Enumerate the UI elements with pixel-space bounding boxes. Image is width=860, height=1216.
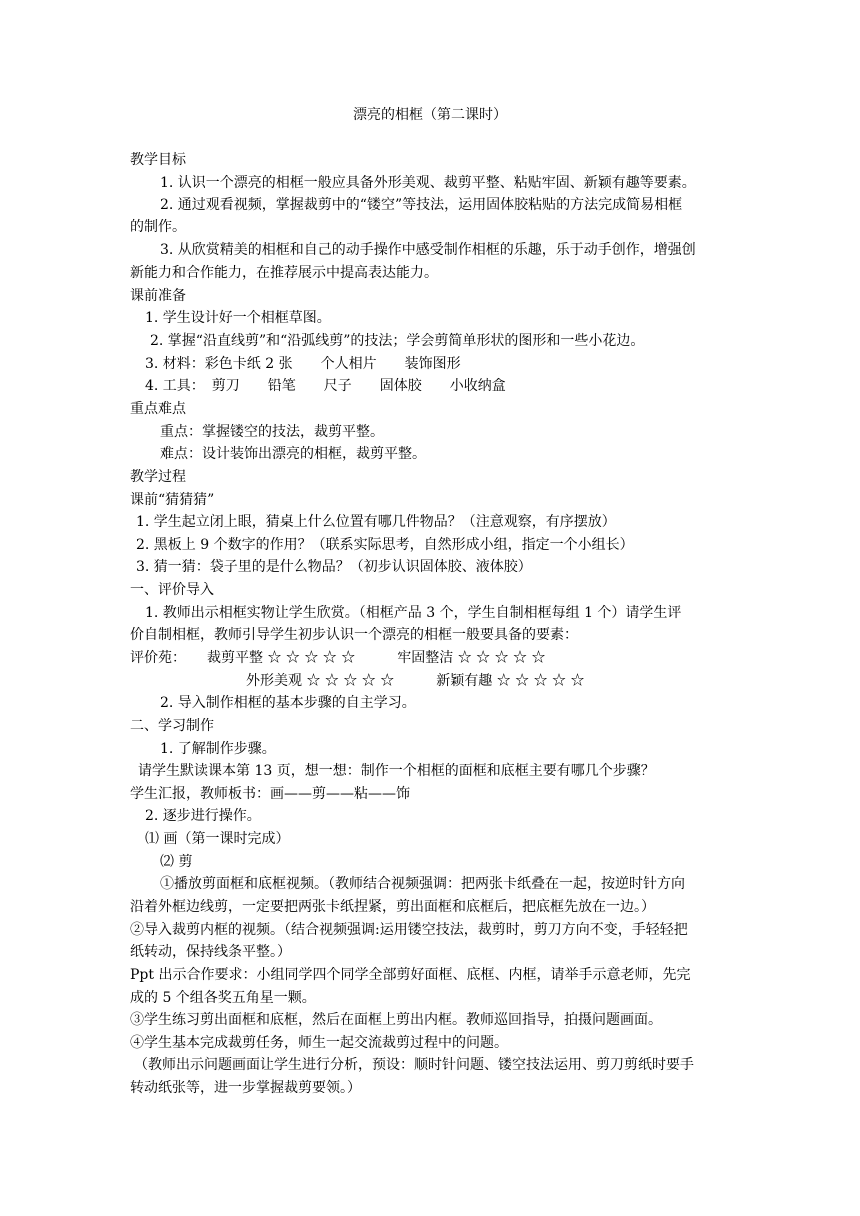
paragraph-line: 转动纸张等，进一步掌握裁剪要领。） [130, 1080, 361, 1096]
paragraph-line: 沿着外框边线剪，一定要把两张卡纸捏紧，剪出面框和底框后，把底框先放在一边。） [130, 899, 655, 915]
paragraph-line: 2. 导入制作相框的基本步骤的自主学习。 [160, 695, 416, 711]
paragraph-line: 学生汇报，教师板书：画——剪——粘——饰 [130, 786, 410, 802]
paragraph-line: 2. 黑板上 9 个数字的作用？（联系实际思考，自然形成小组，指定一个小组长） [136, 537, 634, 553]
paragraph-line: 1. 学生起立闭上眼，猜桌上什么位置有哪几件物品？（注意观察，有序摆放） [136, 514, 616, 530]
section-heading: 教学目标 [130, 152, 186, 168]
paragraph-line: Ppt 出示合作要求：小组同学四个同学全部剪好面框、底框、内框，请举手示意老师，先完 [130, 967, 691, 983]
paragraph-line: 的制作。 [130, 219, 186, 235]
paragraph-line: 3. 猜一猜：袋子里的是什么物品？（初步认识固体胶、液体胶） [136, 559, 532, 575]
paragraph-line: 4. 工具： 剪刀 铅笔 尺子 固体胶 小收纳盒 [145, 378, 506, 394]
document-title: 漂亮的相框（第二课时） [353, 107, 507, 123]
paragraph-line: 1. 学生设计好一个相框草图。 [145, 310, 331, 326]
paragraph-line: 成的 5 个组各奖五角星一颗。 [130, 990, 316, 1006]
paragraph-line: 1. 教师出示相框实物让学生欣赏。（相框产品 3 个，学生自制相框每组 1 个）请学生评 [145, 605, 682, 621]
paragraph-line: 2. 通过观看视频，掌握裁剪中的“镂空”等技法，运用固体胶粘贴的方法完成简易相框 [160, 197, 683, 213]
paragraph-line: 2. 掌握“沿直线剪”和“沿弧线剪”的技法；学会剪简单形状的图形和一些小花边。 [150, 333, 645, 349]
rating-line: 外形美观 ☆ ☆ ☆ ☆ ☆ 新颖有趣 ☆ ☆ ☆ ☆ ☆ [246, 673, 585, 689]
paragraph-line: 难点：设计装饰出漂亮的相框，裁剪平整。 [160, 446, 426, 462]
paragraph-line: 纸转动，保持线条平整。） [130, 944, 291, 960]
paragraph-line: ④学生基本完成裁剪任务，师生一起交流裁剪过程中的问题。 [130, 1035, 508, 1051]
paragraph-line: ③学生练习剪出面框和底框，然后在面框上剪出内框。教师巡回指导，拍摄问题画面。 [130, 1012, 662, 1028]
paragraph-line: ①播放剪面框和底框视频。（教师结合视频强调：把两张卡纸叠在一起，按逆时针方向 [160, 876, 685, 892]
section-heading: 重点难点 [130, 401, 186, 417]
paragraph-line: ②导入裁剪内框的视频。（结合视频强调:运用镂空技法，裁剪时，剪刀方向不变，手轻轻把 [130, 922, 688, 938]
paragraph-line: 2. 逐步进行操作。 [145, 808, 261, 824]
paragraph-line: ⑵ 剪 [160, 854, 193, 870]
paragraph-line: 价自制相框，教师引导学生初步认识一个漂亮的相框一般要具备的要素： [130, 627, 578, 643]
rating-line: 评价苑： 裁剪平整 ☆ ☆ ☆ ☆ ☆ 牢固整洁 ☆ ☆ ☆ ☆ ☆ [130, 650, 546, 666]
paragraph-line: 3. 材料：彩色卡纸 2 张 个人相片 装饰图形 [145, 356, 461, 372]
paragraph-line: ⑴ 画（第一课时完成） [145, 831, 290, 847]
paragraph-line: 新能力和合作能力，在推荐展示中提高表达能力。 [130, 265, 438, 281]
paragraph-line: 3. 从欣赏精美的相框和自己的动手操作中感受制作相框的乐趣，乐于动手创作，增强创 [160, 242, 696, 258]
paragraph-line: 1. 认识一个漂亮的相框一般应具备外形美观、裁剪平整、粘贴牢固、新颖有趣等要素。 [160, 175, 696, 191]
paragraph-line: 重点：掌握镂空的技法，裁剪平整。 [160, 424, 384, 440]
paragraph-line: 请学生默读课本第 13 页，想一想：制作一个相框的面框和底框主要有哪几个步骤？ [138, 763, 655, 779]
section-heading: 课前准备 [130, 288, 186, 304]
paragraph-line: （教师出示问题画面让学生进行分析，预设：顺时针问题、镂空技法运用、剪刀剪纸时要手 [134, 1057, 694, 1073]
section-heading: 二、学习制作 [130, 718, 214, 734]
paragraph-line: 课前“猜猜猜” [130, 492, 215, 508]
paragraph-line: 1. 了解制作步骤。 [160, 741, 276, 757]
section-heading: 教学过程 [130, 469, 186, 485]
section-heading: 一、评价导入 [130, 582, 214, 598]
